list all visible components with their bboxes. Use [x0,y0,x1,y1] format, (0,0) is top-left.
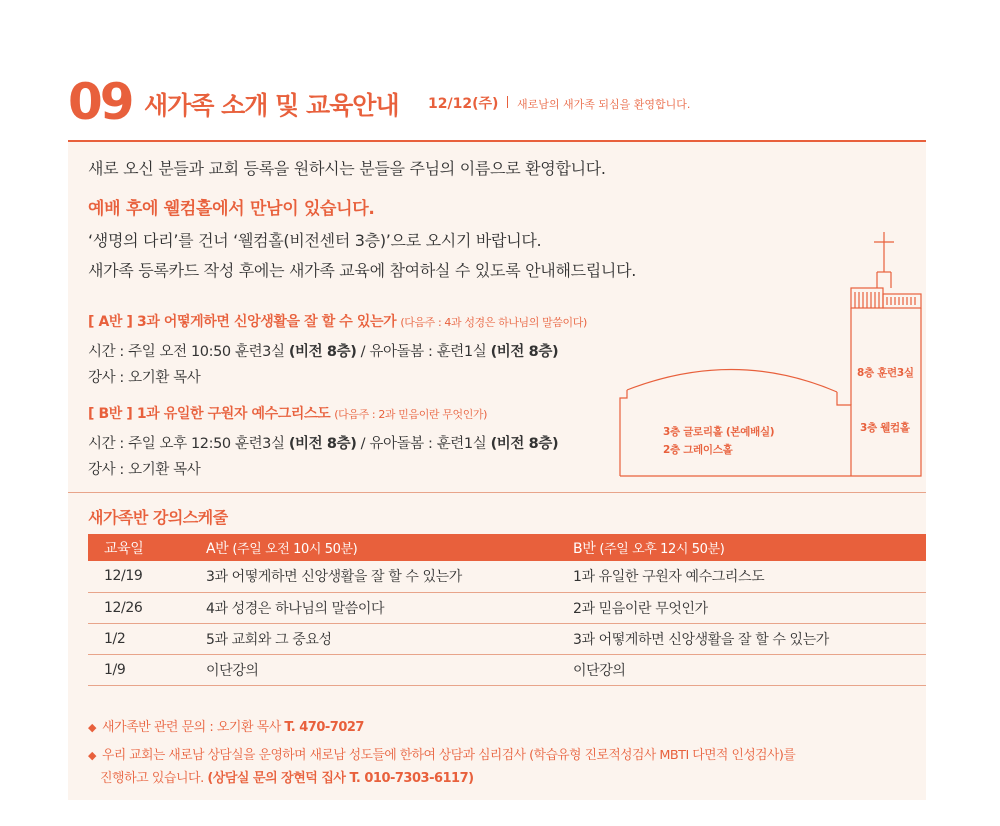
note-1-phone: T. 470-7027 [284,720,364,735]
table-row [88,592,926,623]
class-a-time [88,340,558,361]
header-class-b-label: B반 [573,540,596,557]
row-class-b: 2과 믿음이란 무엇인가 [573,592,926,623]
class-b-time-prefix: 시간 : 주일 오후 12:50 훈련3실 [88,436,285,452]
header-class-b-time: (주일 오후 12시 50분) [599,541,725,557]
section-date: 12/12(주) [428,96,499,112]
class-b-time-floor2: (비전 8층) [490,436,559,452]
building-outline-icon [615,230,925,480]
class-b-title-text: [ B반 ] 1과 유일한 구원자 예수그리스도 [88,406,331,422]
section-subtitle: 새로남의 새가족 되심을 환영합니다. [517,98,691,111]
schedule-title: 새가족반 강의스케줄 [88,508,228,527]
row-class-a: 4과 성경은 하나님의 말씀이다 [200,592,573,623]
section-divider [68,492,926,493]
intro-line-2: 예배 후에 웰컴홀에서 만남이 있습니다. [88,199,375,219]
note-2-contact: (상담실 문의 장현덕 집사 T. 010-7303-6117) [207,771,474,786]
class-b-time-floor1: (비전 8층) [288,436,357,452]
row-class-b: 3과 어떻게하면 신앙생활을 잘 할 수 있는가 [573,623,926,654]
schedule-table [88,534,926,686]
row-date: 12/26 [88,592,200,623]
label-3f-welcome-hall: 3층 웰컴홀 [860,422,910,434]
row-class-a: 5과 교회와 그 중요성 [200,623,573,654]
header-divider [507,96,508,108]
section-header [68,72,928,132]
row-class-a: 이단강의 [200,654,573,685]
header-date [88,534,200,561]
section-title: 새가족 소개 및 교육안내 [144,91,399,120]
row-date: 12/19 [88,561,200,592]
class-b-time-mid: / 유아돌봄 : 훈련1실 [356,436,487,452]
table-row [88,561,926,592]
class-a-time-prefix: 시간 : 주일 오전 10:50 훈련3실 [88,344,285,360]
intro-line-3: ‘생명의 다리’를 건너 ‘웰컴홀(비전센터 3층)’으로 오시기 바랍니다. [88,231,542,250]
class-b-title [88,403,487,423]
footer-note-1 [88,716,364,735]
table-row [88,654,926,685]
row-class-b: 1과 유일한 구원자 예수그리스도 [573,561,926,592]
header-class-a-label: A반 [206,540,229,557]
header-class-a-time: (주일 오전 10시 50분) [232,541,358,557]
row-class-b: 이단강의 [573,654,926,685]
class-b-time [88,432,558,453]
table-row [88,623,926,654]
class-a-teacher: 강사 : 오기환 목사 [88,370,201,386]
section-number: 09 [68,73,132,131]
class-a-time-mid: / 유아돌봄 : 훈련1실 [356,344,487,360]
class-a-title [88,311,587,331]
class-a-title-text: [ A반 ] 3과 어떻게하면 신앙생활을 잘 할 수 있는가 [88,314,397,330]
header-class-b [573,534,926,561]
row-class-a: 3과 어떻게하면 신앙생활을 잘 할 수 있는가 [200,561,573,592]
row-date: 1/9 [88,654,200,685]
intro-line-1: 새로 오신 분들과 교회 등록을 원하시는 분들을 주님의 이름으로 환영합니다. [88,159,606,178]
class-a-next: (다음주 : 4과 성경은 하나님의 말씀이다) [400,316,587,329]
label-3f-glory-hall: 3층 글로리홀 (본예배실) [663,426,775,438]
label-2f-grace-hall: 2층 그레이스홀 [663,444,733,456]
row-date: 1/2 [88,623,200,654]
header-date-label: 교육일 [104,540,144,557]
class-a-time-floor2: (비전 8층) [490,344,559,360]
note-2-line-2: 진행하고 있습니다. [100,771,204,786]
note-1-text: 새가족반 관련 문의 : 오기환 목사 [101,720,281,735]
intro-line-4: 새가족 등록카드 작성 후에는 새가족 교육에 참여하실 수 있도록 안내해드립니다. [88,261,637,280]
header-class-a [200,534,573,561]
note-2-line-1: 우리 교회는 새로남 상담실을 운영하며 새로남 성도들에 한하여 상담과 심리검사 (학습유형 진로적성검사 MBTI 다면적 인성검사)를 [101,748,796,763]
building-map [615,230,925,480]
class-b-next: (다음주 : 2과 믿음이란 무엇인가) [334,408,488,421]
footer-note-2-cont [100,767,474,786]
class-b-teacher: 강사 : 오기환 목사 [88,462,201,478]
diamond-bullet-icon: ◆ [88,721,96,734]
footer-note-2 [88,744,795,763]
schedule-header-row [88,534,926,561]
label-8f-training: 8층 훈련3실 [857,367,914,379]
class-a-time-floor1: (비전 8층) [288,344,357,360]
diamond-bullet-icon: ◆ [88,749,96,762]
